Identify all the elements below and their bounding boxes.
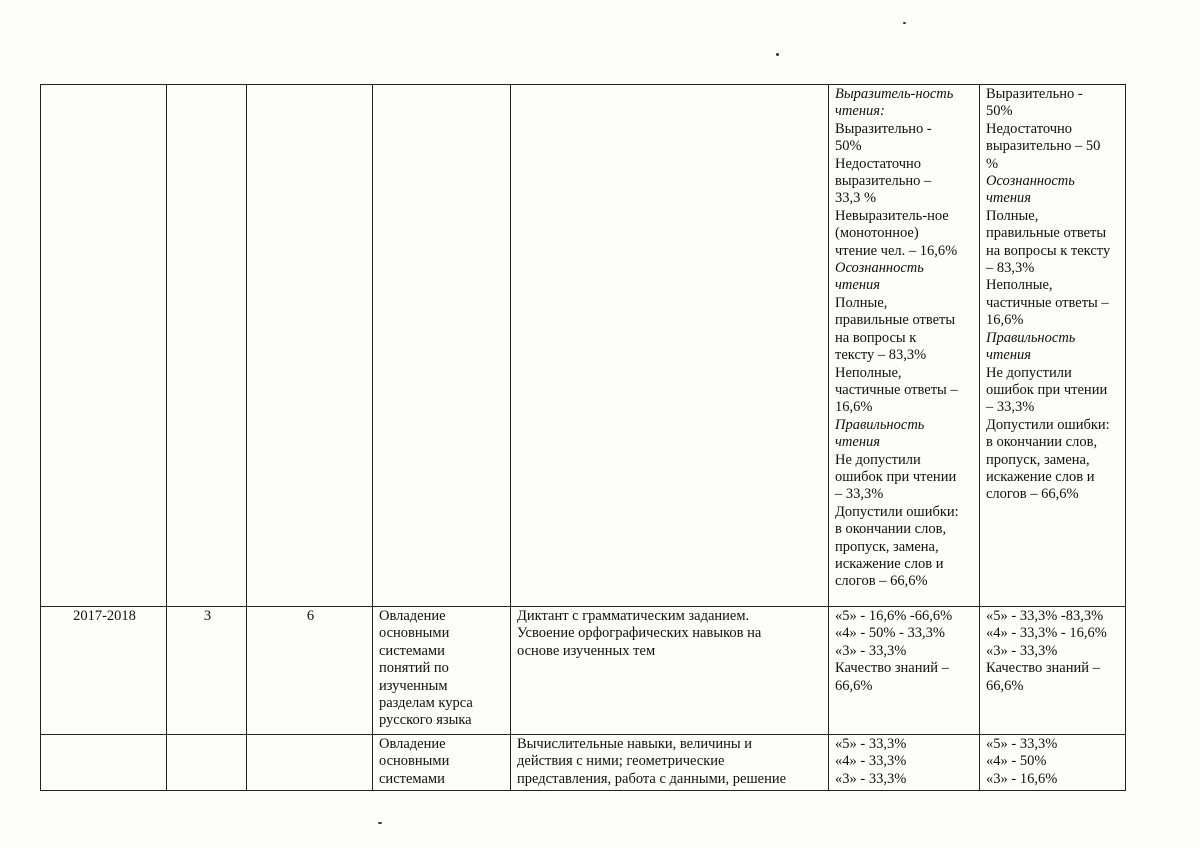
grade-cell	[167, 735, 247, 791]
lines	[835, 736, 975, 788]
text-line: чтения	[986, 190, 1032, 207]
lines	[986, 736, 1121, 788]
lines	[986, 608, 1121, 695]
text-line: искажение слов и	[835, 555, 944, 572]
text-line: «5» - 16,6% -66,6%	[835, 608, 953, 624]
text-line: Неполные,	[986, 277, 1053, 294]
goal-cell	[373, 735, 511, 791]
lines	[517, 608, 824, 660]
text-line: «4» - 33,3%	[835, 753, 907, 770]
text-line: «3» - 33,3%	[835, 642, 907, 659]
text-line: чтения	[835, 434, 881, 451]
text-line: пропуск, замена,	[835, 538, 939, 555]
result-end-cell	[980, 85, 1126, 607]
text-line: на вопросы к тексту	[986, 242, 1111, 259]
result-end-cell	[980, 607, 1126, 735]
text-line: Недостаточно	[986, 120, 1073, 137]
count-cell	[247, 85, 373, 607]
text-line: Допустили ошибки:	[986, 416, 1110, 433]
lines	[986, 86, 1121, 504]
text-line: системами	[379, 642, 445, 659]
form-cell	[511, 85, 829, 607]
text-line: изученным	[379, 677, 448, 694]
text-line: Овладение	[379, 608, 446, 624]
scan-speck	[378, 822, 382, 824]
goal-cell	[373, 85, 511, 607]
text-line: «5» - 33,3% -83,3%	[986, 608, 1104, 624]
count-cell: 6	[247, 607, 373, 735]
text-line: Качество знаний –	[835, 660, 949, 677]
text-line: 50%	[835, 138, 862, 155]
lines	[379, 608, 506, 730]
text-line: русского языка	[379, 712, 472, 729]
text-line: Осознанность	[986, 173, 1075, 190]
form-cell	[511, 735, 829, 791]
text-line: чтения	[835, 277, 881, 294]
text-line: (монотонное)	[835, 225, 919, 242]
grade-cell	[167, 85, 247, 607]
text-line: Не допустили	[986, 364, 1072, 381]
text-line: Полные,	[986, 207, 1039, 224]
text-line: основными	[379, 625, 450, 642]
text-line: «5» - 33,3%	[986, 736, 1058, 752]
text-line: в окончании слов,	[835, 521, 947, 538]
text-line: правильные ответы	[986, 225, 1107, 242]
result-start-cell	[829, 607, 980, 735]
text-line: основными	[379, 753, 450, 770]
text-line: Допустили ошибки:	[835, 503, 959, 520]
table-row	[41, 607, 1126, 735]
scan-speck	[776, 53, 779, 56]
text-line: Качество знаний –	[986, 660, 1100, 677]
result-start-cell	[829, 735, 980, 791]
text-line: слогов – 66,6%	[835, 573, 928, 590]
lines	[835, 608, 975, 695]
text-line: выразительно –	[835, 173, 932, 190]
text-line: Осознанность	[835, 260, 924, 277]
results-table	[40, 84, 1126, 791]
text-line: Правильность	[986, 329, 1076, 346]
text-line: пропуск, замена,	[986, 451, 1090, 468]
text-line: тексту – 83,3%	[835, 347, 927, 364]
text-line: на вопросы к	[835, 329, 917, 346]
text-line: «5» - 33,3%	[835, 736, 907, 752]
lines	[517, 736, 824, 788]
text-line: Не допустили	[835, 451, 921, 468]
text-line: «4» - 33,3% - 16,6%	[986, 625, 1107, 642]
text-line: слогов – 66,6%	[986, 486, 1079, 503]
year-cell	[41, 85, 167, 607]
table-row	[41, 85, 1126, 607]
text-line: 66,6%	[986, 677, 1024, 694]
text-line: ошибок при чтении	[986, 381, 1108, 398]
result-end-cell	[980, 735, 1126, 791]
text-line: Усвоение орфографических навыков на	[517, 625, 762, 642]
text-line: Неполные,	[835, 364, 902, 381]
text-line: в окончании слов,	[986, 434, 1098, 451]
result-start-cell	[829, 85, 980, 607]
form-cell	[511, 607, 829, 735]
text-line: Невыразитель-ное	[835, 207, 949, 224]
goal-cell	[373, 607, 511, 735]
text-line: – 33,3%	[835, 486, 884, 503]
text-line: «4» - 50% - 33,3%	[835, 625, 945, 642]
text-line: Правильность	[835, 416, 925, 433]
text-line: представления, работа с данными, решение	[517, 770, 787, 787]
text-line: частичные ответы –	[986, 294, 1109, 311]
text-line: «3» - 33,3%	[835, 770, 907, 787]
text-line: действия с ними; геометрические	[517, 753, 725, 770]
text-line: выразительно – 50	[986, 138, 1101, 155]
text-line: искажение слов и	[986, 468, 1095, 485]
text-line: Полные,	[835, 294, 888, 311]
text-line: правильные ответы	[835, 312, 956, 329]
text-line: – 33,3%	[986, 399, 1035, 416]
text-line: системами	[379, 770, 445, 787]
text-line: понятий по	[379, 660, 449, 677]
text-line: 66,6%	[835, 677, 873, 694]
text-line: Выразительно -	[835, 120, 932, 137]
text-line: чтения:	[835, 103, 885, 120]
text-line: ошибок при чтении	[835, 468, 957, 485]
text-line: «4» - 50%	[986, 753, 1047, 770]
table-row	[41, 735, 1126, 791]
text-line: Выразительно -	[986, 86, 1083, 102]
text-line: Недостаточно	[835, 155, 922, 172]
lines	[379, 736, 506, 788]
count-cell	[247, 735, 373, 791]
text-line: Выразитель-ность	[835, 86, 954, 102]
year-cell	[41, 735, 167, 791]
text-line: частичные ответы –	[835, 381, 958, 398]
text-line: основе изученных тем	[517, 642, 656, 659]
text-line: – 83,3%	[986, 260, 1035, 277]
text-line: %	[986, 155, 999, 172]
text-line: «3» - 33,3%	[986, 642, 1058, 659]
text-line: Овладение	[379, 736, 446, 752]
text-line: 16,6%	[835, 399, 873, 416]
text-line: 33,3 %	[835, 190, 877, 207]
grade-cell: 3	[167, 607, 247, 735]
year-cell: 2017-2018	[41, 607, 167, 735]
text-line: 50%	[986, 103, 1013, 120]
lines	[835, 86, 975, 591]
text-line: «3» - 16,6%	[986, 770, 1058, 787]
text-line: чтение чел. – 16,6%	[835, 242, 958, 259]
scan-speck	[903, 22, 906, 24]
text-line: Вычислительные навыки, величины и	[517, 736, 753, 752]
text-line: Диктант с грамматическим заданием.	[517, 608, 750, 624]
text-line: 16,6%	[986, 312, 1024, 329]
text-line: разделам курса	[379, 695, 473, 712]
text-line: чтения	[986, 347, 1032, 364]
